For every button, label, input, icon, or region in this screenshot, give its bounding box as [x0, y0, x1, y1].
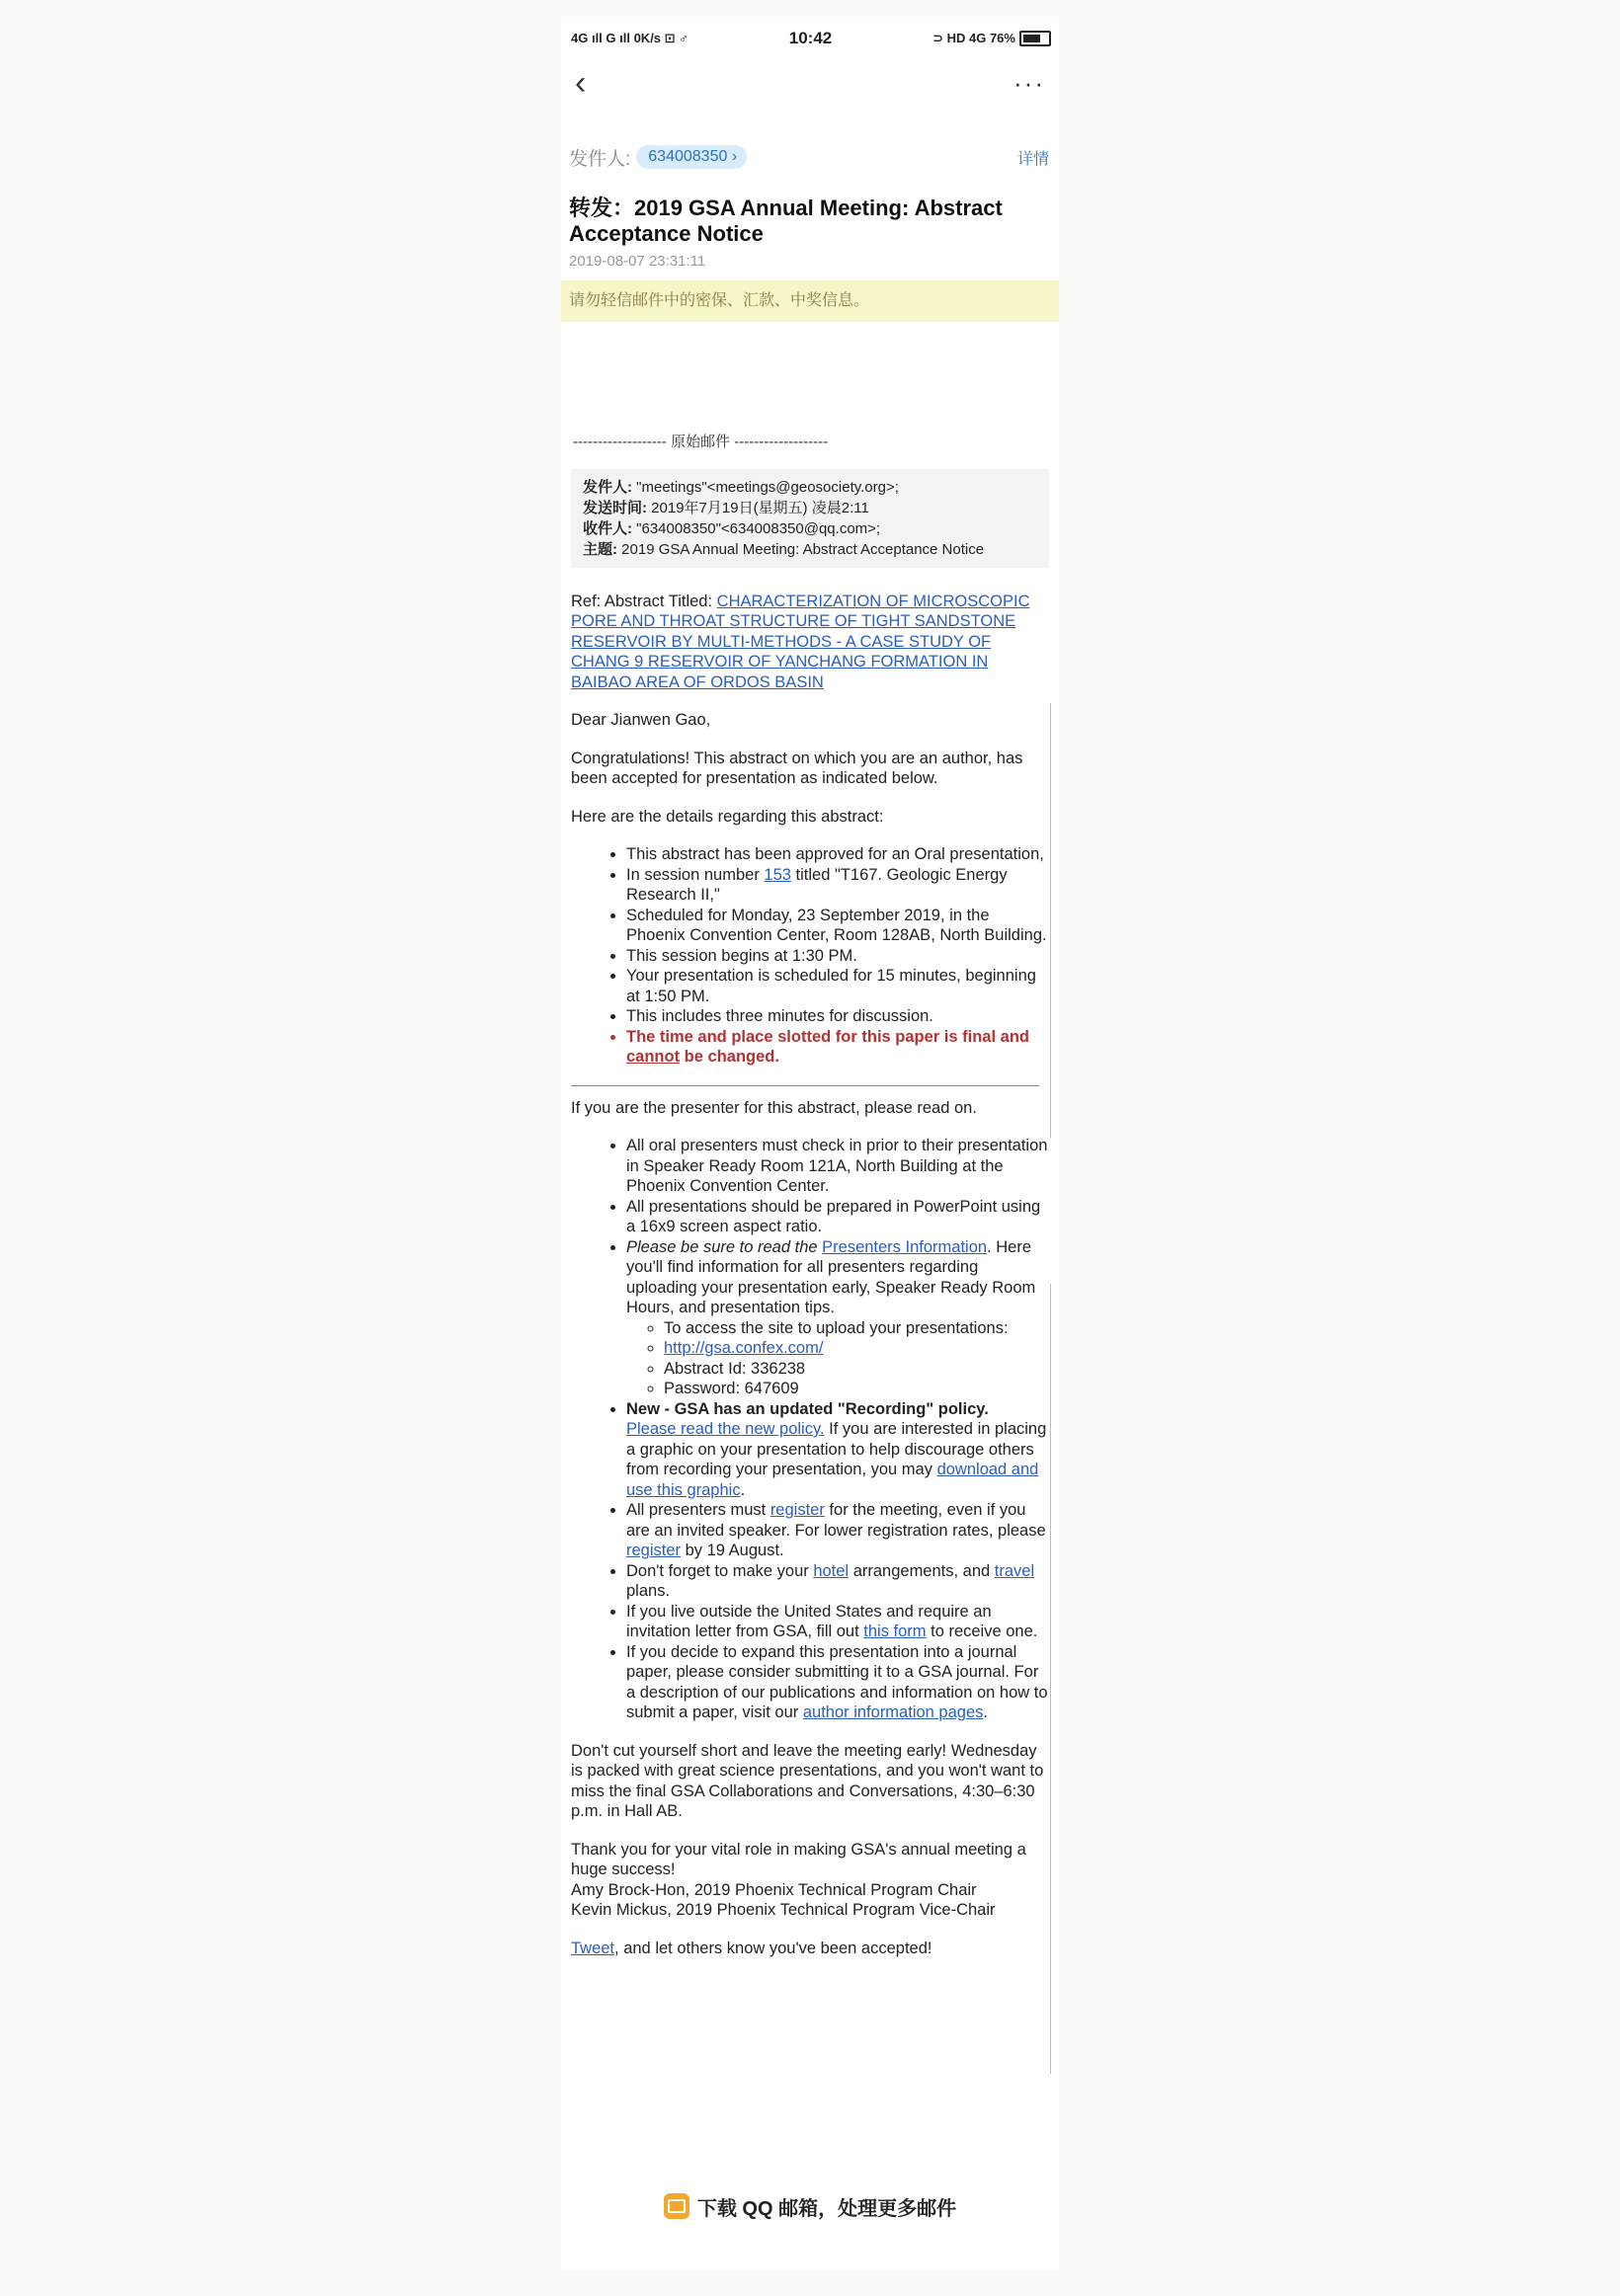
register-link[interactable]: register [770, 1501, 825, 1519]
status-right [932, 31, 1051, 46]
mail-date: 2019-08-07 23:31:11 [569, 253, 706, 270]
list-item: ◦ To access the site to upload your presentations: [664, 1318, 1049, 1339]
download-qq-mail-text: 下载 QQ 邮箱，处理更多邮件 [696, 2197, 957, 2220]
list-item: • Your presentation is scheduled for 15 minutes, beginning at 1:50 PM. [626, 966, 1049, 1006]
text: If you are interested in placing a graphic on your presentation to help discourage others from recording your presentation, you may [626, 1420, 1047, 1478]
text: . Here you'll find information for all presenters regarding uploading your presentation early, Speaker Ready Room Hours, and presentation tips. [626, 1237, 1036, 1316]
status-signal-text: 4G ıll G ıll 0K/s ⊡ ♂ [571, 31, 688, 45]
orig-from-label: 发件人: [583, 478, 632, 496]
list-item: • Scheduled for Monday, 23 September 2019, in the Phoenix Convention Center, Room 128AB, North Building. [626, 906, 1049, 946]
mail-app-icon [664, 2193, 689, 2219]
abstract-title-link[interactable]: CHARACTERIZATION OF MICROSCOPIC PORE AND THROAT STRUCTURE OF TIGHT SANDSTONE RESERVOIR BY MULTI-METHODS - A CASE STUDY OF CHANG 9 RESERVOIR OF YANCHANG FORMATION IN BAIBAO AREA OF ORDOS BASIN [571, 592, 1030, 691]
list-item [626, 1642, 1049, 1723]
text: . [740, 1480, 746, 1499]
nav-bar [561, 63, 1059, 103]
mail-subject: 转发：2019 GSA Annual Meeting: Abstract Acceptance Notice [569, 196, 1003, 246]
scan-edge-line [1050, 1284, 1051, 2074]
list-item [626, 1500, 1049, 1561]
policy-link[interactable]: Please read the new policy. [626, 1420, 825, 1438]
status-left [571, 31, 688, 46]
orig-sent-value: 2019年7月19日(星期五) 凌晨2:11 [647, 499, 869, 516]
text: If you live outside the United States and require an invitation letter from GSA, fill out [626, 1602, 992, 1640]
orig-from-row [583, 477, 1039, 498]
orig-sent-label: 发送时间: [583, 499, 647, 516]
signature-1: Amy Brock-Hon, 2019 Phoenix Technical Program Chair [571, 1880, 977, 1899]
list-item [626, 1602, 1049, 1642]
text: Don't forget to make your [626, 1561, 814, 1580]
details-intro: Here are the details regarding this abstract: [571, 807, 884, 826]
battery-icon [1019, 31, 1051, 46]
security-warning: 请勿轻信邮件中的密保、汇款、中奖信息。 [561, 280, 1059, 322]
text: The time and place slotted for this paper is final and [626, 1027, 1029, 1046]
text: , and let others know you've been accepted! [614, 1939, 932, 1957]
cannot-text: cannot [626, 1048, 681, 1066]
list-item: • This includes three minutes for discussion. [626, 1006, 1049, 1027]
confex-link[interactable]: http://gsa.confex.com/ [664, 1339, 824, 1357]
list-item: ◦ Abstract Id: 336238 [664, 1359, 1049, 1380]
mail-body [571, 433, 1049, 1958]
details-link[interactable]: 详情 [1016, 150, 1049, 168]
presenters-info-link[interactable]: Presenters Information [822, 1237, 988, 1256]
dont-cut-short-text: Don't cut yourself short and leave the meeting early! Wednesday is packed with great science presentations, and you won't want to miss the final GSA Collaborations and Conversations, 4:30–6:30 p.m. in Hall AB. [571, 1741, 1044, 1820]
ref-prefix: Ref: Abstract Titled: [571, 592, 717, 610]
list-item: • This session begins at 1:30 PM. [626, 946, 1049, 967]
orig-to-label: 收件人: [583, 519, 632, 537]
invitation-form-link[interactable]: this form [863, 1623, 927, 1640]
status-right-text: ⊃ HD 4G 76% [932, 31, 1015, 45]
text: Please be sure to read the [626, 1237, 823, 1256]
orig-subject-row [583, 539, 1039, 560]
list-item [626, 1237, 1049, 1399]
list-item [626, 865, 1049, 906]
congrats-text: Congratulations! This abstract on which you are an author, has been accepted for presentation as indicated below. [571, 749, 1023, 787]
author-info-link[interactable]: author information pages [802, 1703, 984, 1721]
back-arrow-icon[interactable]: ‹ [575, 64, 587, 102]
register-link-2[interactable]: register [626, 1542, 682, 1559]
text: to receive one. [926, 1623, 1038, 1640]
signature-2: Kevin Mickus, 2019 Phoenix Technical Program Vice-Chair [571, 1901, 996, 1919]
sender-chip[interactable]: 634008350 › [636, 145, 747, 169]
orig-to-row [583, 518, 1039, 539]
session-link[interactable]: 153 [764, 865, 791, 884]
abstract-reference [571, 592, 1049, 693]
final-notice-item [626, 1027, 1049, 1068]
thanks-text: Thank you for your vital role in making GSA's annual meeting a huge success! [571, 1840, 1026, 1878]
list-item: ◦ Password: 647609 [664, 1379, 1049, 1399]
orig-from-value: "meetings"<meetings@geosociety.org>; [632, 478, 899, 496]
download-qq-mail-bar[interactable] [561, 2178, 1059, 2234]
sender-row [569, 142, 1049, 172]
orig-subject-value: 2019 GSA Annual Meeting: Abstract Acceptance Notice [617, 540, 985, 558]
list-item: • All presentations should be prepared in PowerPoint using a 16x9 screen aspect ratio. [626, 1197, 1049, 1237]
original-mail-header [571, 469, 1049, 568]
text: If you decide to expand this presentation into a journal paper, please consider submitting it to a GSA journal. For a description of our publications and information on how to submit a paper, visit our [626, 1642, 1048, 1721]
original-mail-divider: ------------------- 原始邮件 ------------------- [573, 434, 829, 450]
sender-label: 发件人: [569, 148, 631, 170]
scan-edge-line [1050, 703, 1051, 1138]
upload-sublist [626, 1318, 1049, 1399]
list-item: • All oral presenters must check in prior to their presentation in Speaker Ready Room 121A, North Building at the Phoenix Convention Center. [626, 1136, 1049, 1197]
text: . [983, 1703, 988, 1721]
text: by 19 August. [681, 1542, 784, 1559]
phone-screen [561, 18, 1059, 2269]
text: for the meeting, even if you are an invited speaker. For lower registration rates, please [626, 1501, 1046, 1540]
text: arrangements, and [849, 1561, 995, 1580]
orig-subject-label: 主题: [583, 540, 617, 558]
text: be changed. [680, 1048, 779, 1066]
presenter-list [571, 1136, 1049, 1723]
orig-sent-row [583, 498, 1039, 518]
travel-link[interactable]: travel [994, 1561, 1035, 1580]
list-item [626, 1399, 1049, 1501]
tweet-link[interactable]: Tweet [571, 1939, 615, 1957]
list-item: • This abstract has been approved for an Oral presentation, [626, 844, 1049, 865]
hotel-link[interactable]: hotel [813, 1561, 850, 1580]
text: plans. [626, 1582, 671, 1600]
more-options-icon[interactable]: ··· [1013, 67, 1045, 98]
text: titled "T167. Geologic Energy Research II," [626, 865, 1008, 904]
list-item [626, 1561, 1049, 1602]
text: New - GSA has an updated "Recording" policy. [626, 1399, 989, 1418]
greeting: Dear Jianwen Gao, [571, 711, 711, 729]
presenter-intro: If you are the presenter for this abstract, please read on. [571, 1098, 977, 1117]
section-divider [571, 1085, 1039, 1086]
status-time: 10:42 [788, 29, 833, 47]
text: All presenters must [626, 1501, 770, 1519]
list-item [664, 1338, 1049, 1359]
graphic-download-link[interactable]: download and use this graphic [626, 1461, 1039, 1499]
tweet-line [571, 1939, 1049, 1959]
text: In session number [626, 865, 765, 884]
orig-to-value: "634008350"<634008350@qq.com>; [632, 519, 881, 537]
status-bar [571, 26, 1051, 51]
details-list [571, 844, 1049, 1068]
